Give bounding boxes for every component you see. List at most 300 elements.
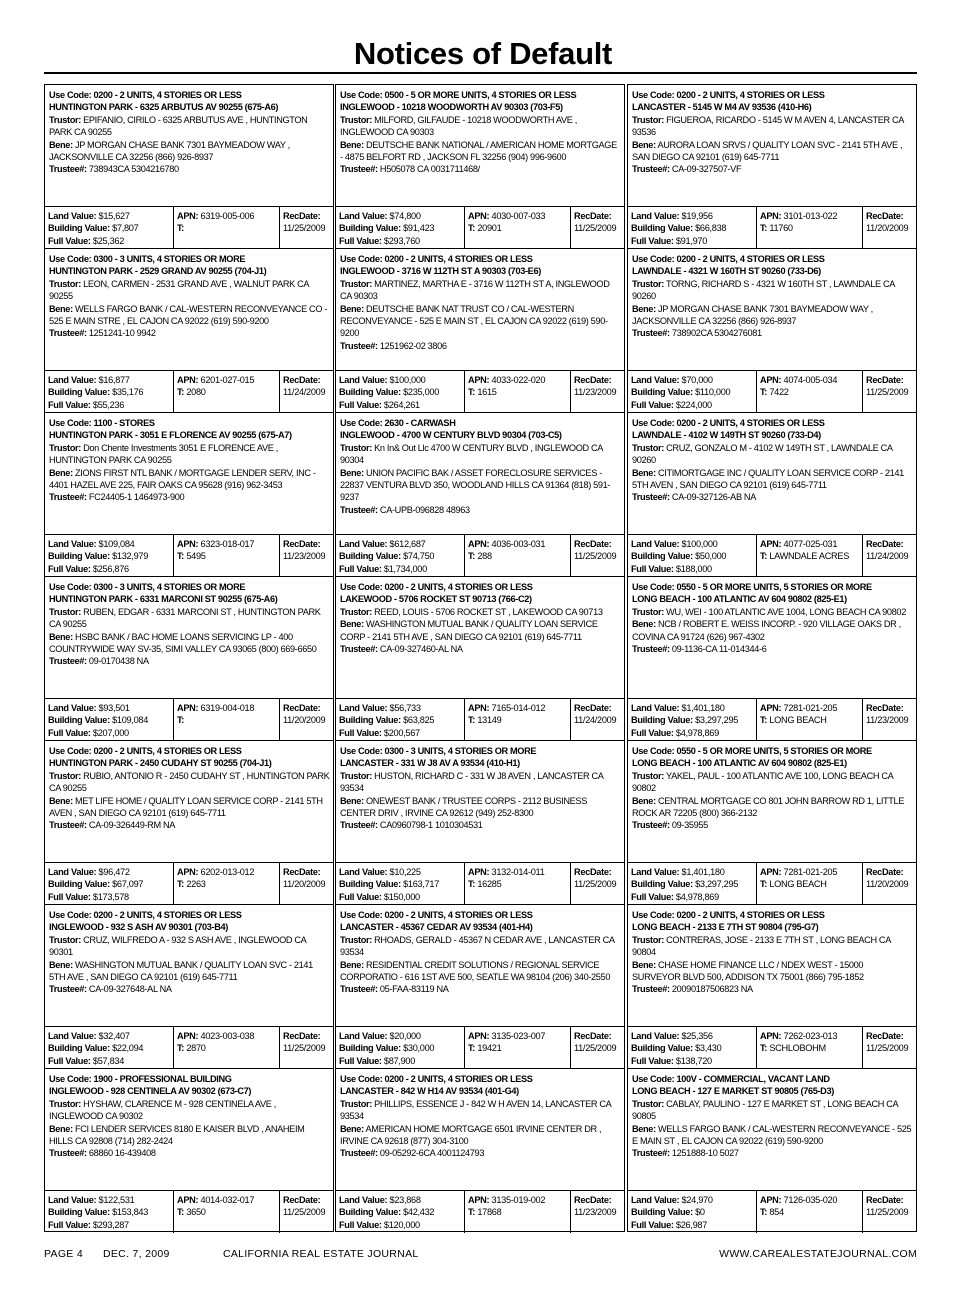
value-cell (336, 1027, 464, 1068)
tract (760, 1206, 862, 1218)
beneficiary-value: CENTRAL MORTGAGE CO 801 JOHN BARROW RD 1, LITTLE ROCK AR 72205 (800) 366-2132 (632, 795, 905, 819)
recdate-value: 11/25/2009 (574, 551, 617, 562)
trustee-number-label: Trustee#: (632, 644, 670, 655)
property-address: LANCASTER - 5145 W M4 AV 93536 (410-H6) (632, 102, 812, 113)
recdate-value: 11/25/2009 (866, 1207, 909, 1218)
beneficiary-label: Bene: (632, 139, 656, 150)
value-cell (628, 371, 756, 412)
notice-details (632, 1073, 913, 1160)
notice-entry (336, 249, 624, 413)
land-value (48, 210, 173, 222)
trustee-number (340, 340, 621, 352)
full-value-value: $4,978,869 (675, 891, 719, 902)
trustee-number (632, 163, 913, 175)
beneficiary-label: Bene: (340, 959, 364, 970)
trustor (49, 278, 330, 303)
apn-value: 7262-023-013 (783, 1031, 838, 1041)
building-value-label: Building Value: (48, 879, 110, 890)
full-value-value: $120,000 (383, 1219, 420, 1230)
beneficiary-value: AURORA LOAN SRVS / QUALITY LOAN SVC - 2141 5TH AVE , SAN DIEGO CA 92101 (619) 645-7711 (632, 139, 903, 163)
full-value (339, 891, 464, 903)
value-cell (45, 371, 173, 412)
apn-cell (464, 1027, 570, 1068)
trustor-label: Trustor: (49, 770, 81, 781)
building-value-value: $163,717 (403, 879, 440, 890)
value-cell (336, 535, 464, 576)
footer-date: DEC. 7, 2009 (103, 1248, 170, 1260)
trustor (49, 114, 330, 139)
apn (177, 1194, 279, 1206)
beneficiary (49, 795, 330, 820)
full-value-label: Full Value: (339, 1219, 382, 1230)
use-code: Use Code: 0200 - 2 UNITS, 4 STORIES OR LESS (49, 910, 242, 920)
trustee-number-value: CA-09-327648-AL NA (88, 984, 172, 995)
tract-label: T: (177, 1043, 185, 1054)
trustor-label: Trustor: (632, 934, 664, 945)
building-value-value: $7,807 (112, 223, 139, 234)
tract-label: T: (177, 223, 185, 234)
valuation-row (628, 370, 916, 413)
trustor-label: Trustor: (632, 442, 664, 453)
trustee-number (340, 819, 621, 831)
building-value (339, 1206, 464, 1218)
recdate-label: RecDate: (574, 1031, 612, 1041)
recdate-cell (862, 863, 916, 904)
recdate-label: RecDate: (283, 867, 321, 877)
land-value (339, 866, 464, 878)
apn-label: APN: (760, 703, 782, 713)
land-value (48, 1030, 173, 1042)
full-value (339, 1219, 464, 1231)
building-value-value: $67,097 (112, 879, 144, 890)
apn-label: APN: (760, 539, 782, 549)
tract-label: T: (468, 1043, 476, 1054)
tract-label: T: (760, 223, 768, 234)
apn-value: 6323-018-017 (200, 539, 255, 549)
trustee-number-value: 05-FAA-83119 NA (379, 984, 449, 995)
apn-label: APN: (468, 1031, 490, 1041)
full-value (631, 399, 756, 411)
land-value (339, 210, 464, 222)
tract-label: T: (177, 1207, 185, 1218)
apn (177, 374, 279, 386)
land-value-label: Land Value: (339, 867, 388, 877)
apn-label: APN: (177, 375, 199, 385)
notice-entry (336, 905, 624, 1069)
tract (177, 222, 279, 234)
land-value-value: $100,000 (389, 375, 426, 385)
trustee-number-value: 09-1136-CA 11-014344-6 (671, 644, 767, 655)
beneficiary (49, 139, 330, 164)
recdate-value: 11/24/2009 (866, 551, 909, 562)
building-value (339, 222, 464, 234)
recdate-label: RecDate: (283, 375, 321, 385)
beneficiary (49, 467, 330, 492)
notice-details (632, 745, 913, 832)
trustee-number (340, 643, 621, 655)
trustor-label: Trustor: (632, 770, 664, 781)
tract (177, 878, 279, 890)
building-value-label: Building Value: (631, 551, 693, 562)
recdate-value: 11/25/2009 (283, 1207, 326, 1218)
land-value-value: $1,401,180 (681, 867, 725, 877)
valuation-row (336, 1026, 624, 1069)
valuation-row (45, 862, 333, 905)
trustor (632, 442, 913, 467)
trustee-number-label: Trustee#: (49, 984, 87, 995)
building-value-value: $63,825 (403, 715, 435, 726)
beneficiary-label: Bene: (632, 795, 656, 806)
property-address: INGLEWOOD - 3716 W 112TH ST A 90303 (703-E6) (340, 266, 541, 277)
full-value-value: $91,970 (675, 235, 708, 246)
tract-value: 2870 (186, 1043, 206, 1054)
trustee-number (632, 983, 913, 995)
apn-label: APN: (468, 1195, 490, 1205)
apn-cell (173, 207, 279, 248)
beneficiary (340, 795, 621, 820)
beneficiary (340, 303, 621, 340)
notice-entry (45, 1069, 333, 1233)
beneficiary-value: UNION PACIFIC BAK / ASSET FORECLOSURE SERVICES - 22837 VENTURA BLVD 350, WOODLAND HILLS CA 91364 (818) 591-9237 (340, 467, 611, 503)
value-cell (336, 699, 464, 740)
building-value-value: $3,297,295 (695, 879, 739, 890)
trustee-number-label: Trustee#: (632, 492, 670, 503)
full-value (631, 891, 756, 903)
trustor-value: YAKEL, PAUL - 100 ATLANTIC AVE 100, LONG BEACH CA 90802 (632, 770, 893, 794)
apn-value: 3132-014-011 (491, 867, 545, 877)
beneficiary (632, 467, 913, 492)
tract-value: 288 (477, 551, 492, 562)
notice-entry (45, 905, 333, 1069)
full-value-value: $25,362 (92, 235, 125, 246)
land-value-label: Land Value: (48, 211, 97, 221)
apn-cell (464, 371, 570, 412)
apn (760, 1194, 862, 1206)
recdate-cell (279, 699, 333, 740)
value-cell (336, 863, 464, 904)
property-address: HUNTINGTON PARK - 2450 CUDAHY ST 90255 (704-J1) (49, 758, 272, 769)
trustee-number-label: Trustee#: (49, 656, 87, 667)
tract-value: 3650 (186, 1207, 206, 1218)
use-code: Use Code: 0550 - 5 OR MORE UNITS, 5 STORIES OR MORE (632, 746, 872, 756)
building-value-value: $30,000 (403, 1043, 435, 1054)
full-value-label: Full Value: (48, 399, 91, 410)
recdate-cell (862, 1027, 916, 1068)
beneficiary-value: ONEWEST BANK / TRUSTEE CORPS - 2112 BUSINESS CENTER DRIV , IRVINE CA 92612 (949) 252-8300 (340, 795, 587, 819)
tract-label: T: (760, 1043, 768, 1054)
apn-cell (173, 371, 279, 412)
full-value-value: $264,261 (383, 399, 420, 410)
value-cell (628, 207, 756, 248)
trustor-label: Trustor: (49, 606, 81, 617)
land-value-value: $19,956 (681, 211, 713, 221)
building-value-value: $0 (695, 1207, 705, 1218)
building-value-value: $235,000 (403, 387, 440, 398)
value-cell (45, 863, 173, 904)
apn-value: 6201-027-015 (200, 375, 255, 385)
beneficiary (49, 631, 330, 656)
building-value-label: Building Value: (48, 551, 110, 562)
land-value (631, 210, 756, 222)
apn-value: 4077-025-031 (783, 539, 838, 549)
property-address: LANCASTER - 331 W J8 AV A 93534 (410-H1) (340, 758, 520, 769)
apn-value: 3135-023-007 (491, 1031, 546, 1041)
use-code: Use Code: 0200 - 2 UNITS, 4 STORIES OR LESS (340, 254, 533, 264)
trustor-label: Trustor: (632, 114, 664, 125)
land-value-label: Land Value: (48, 867, 97, 877)
building-value (339, 878, 464, 890)
land-value-value: $74,800 (389, 211, 421, 221)
apn-label: APN: (760, 375, 782, 385)
use-code: Use Code: 0200 - 2 UNITS, 4 STORIES OR LESS (49, 746, 242, 756)
value-cell (628, 535, 756, 576)
recdate-value: 11/24/2009 (574, 715, 617, 726)
building-value-label: Building Value: (48, 1207, 110, 1218)
valuation-row (45, 1190, 333, 1233)
land-value-value: $25,356 (681, 1031, 713, 1041)
trustee-number (49, 1147, 330, 1159)
trustee-number (49, 491, 330, 503)
trustor-value: RUBEN, EDGAR - 6331 MARCONI ST , HUNTINGTON PARK CA 90255 (49, 606, 321, 630)
land-value (48, 374, 173, 386)
notice-entry (45, 85, 333, 249)
apn (760, 866, 862, 878)
apn-cell (756, 1191, 862, 1233)
full-value-label: Full Value: (631, 399, 674, 410)
apn (177, 210, 279, 222)
trustee-number-label: Trustee#: (49, 1148, 87, 1159)
trustor-label: Trustor: (632, 606, 664, 617)
apn-cell (173, 699, 279, 740)
recdate-cell (279, 1191, 333, 1233)
recdate-value: 11/23/2009 (574, 1207, 617, 1218)
beneficiary-label: Bene: (340, 139, 364, 150)
use-code: Use Code: 100V - COMMERCIAL, VACANT LAND (632, 1074, 830, 1084)
valuation-row (336, 370, 624, 413)
valuation-row (336, 862, 624, 905)
full-value-value: $57,834 (92, 1055, 125, 1066)
beneficiary-value: WELLS FARGO BANK / CAL-WESTERN RECONVEYANCE - 525 E MAIN ST , EL CAJON CA 92022 (619) 590-9200 (632, 1123, 912, 1147)
land-value (339, 1194, 464, 1206)
land-value-value: $109,084 (98, 539, 135, 549)
page-footer (44, 1248, 917, 1262)
apn-cell (464, 1191, 570, 1233)
tract (177, 1042, 279, 1054)
trustor-label: Trustor: (340, 934, 372, 945)
trustee-number (340, 163, 621, 175)
full-value (631, 1055, 756, 1067)
notice-entry (45, 413, 333, 577)
trustee-number-label: Trustee#: (340, 164, 378, 175)
building-value-label: Building Value: (631, 715, 693, 726)
apn-value: 7281-021-205 (783, 867, 838, 877)
trustee-number (49, 983, 330, 995)
use-code: Use Code: 0300 - 3 UNITS, 4 STORIES OR MORE (49, 254, 246, 264)
land-value-label: Land Value: (339, 1195, 388, 1205)
trustee-number (632, 819, 913, 831)
full-value-label: Full Value: (48, 235, 91, 246)
trustor-value: Kn In& Out Llc 4700 W CENTURY BLVD , INGLEWOOD CA 90304 (340, 442, 603, 466)
apn-label: APN: (177, 703, 199, 713)
tract-label: T: (760, 1207, 768, 1218)
use-code: Use Code: 0300 - 3 UNITS, 4 STORIES OR MORE (340, 746, 537, 756)
tract (177, 714, 279, 726)
apn-label: APN: (760, 211, 782, 221)
notice-entry (628, 905, 916, 1069)
valuation-row (45, 1026, 333, 1069)
apn-value: 6202-013-012 (200, 867, 255, 877)
valuation-row (45, 534, 333, 577)
building-value (631, 222, 756, 234)
tract (760, 222, 862, 234)
property-address: HUNTINGTON PARK - 3051 E FLORENCE AV 90255 (675-A7) (49, 430, 292, 441)
land-value-label: Land Value: (48, 703, 97, 713)
full-value-label: Full Value: (339, 727, 382, 738)
building-value (48, 386, 173, 398)
full-value-label: Full Value: (631, 1055, 674, 1066)
trustee-number-label: Trustee#: (632, 1148, 670, 1159)
trustee-number-value: 68860 16-439408 (88, 1148, 156, 1159)
land-value (48, 1194, 173, 1206)
full-value-label: Full Value: (48, 563, 91, 574)
recdate-label: RecDate: (866, 539, 904, 549)
tract (760, 550, 862, 562)
tract-value: 13149 (477, 715, 502, 726)
notice-details (340, 417, 621, 516)
beneficiary-value: DEUTSCHE BANK NATIONAL / AMERICAN HOME MORTGAGE - 4875 BELFORT RD , JACKSON FL 32256 (904) 996-9600 (340, 139, 617, 163)
trustee-number-value: 09-35955 (671, 820, 708, 831)
trustor-value: PHILLIPS, ESSENCE J - 842 W H AVEN 14, LANCASTER CA 93534 (340, 1098, 611, 1122)
trustor-value: TORNG, RICHARD S - 4321 W 160TH ST , LAWNDALE CA 90260 (632, 278, 895, 302)
apn-cell (756, 699, 862, 740)
land-value-value: $56,733 (389, 703, 421, 713)
land-value-label: Land Value: (339, 703, 388, 713)
trustee-number-value: 738902CA 5304276081 (671, 328, 762, 339)
notice-entry (336, 413, 624, 577)
recdate-cell (279, 207, 333, 248)
building-value-label: Building Value: (48, 715, 110, 726)
beneficiary-value: RESIDENTIAL CREDIT SOLUTIONS / REGIONAL SERVICE CORPORATIO - 616 1ST AVE 500, SEATLE WA 98104 (206) 340-2550 (340, 959, 611, 983)
property-address: LONG BEACH - 2133 E 7TH ST 90804 (795-G7) (632, 922, 819, 933)
tract-value: LONG BEACH (769, 715, 827, 726)
property-address: INGLEWOOD - 928 CENTINELA AV 90302 (673-C7) (49, 1086, 252, 1097)
building-value (631, 878, 756, 890)
tract-label: T: (177, 387, 185, 398)
trustor-value: MILFORD, GILFAUDE - 10218 WOODWORTH AVE , INGLEWOOD CA 90303 (340, 114, 577, 138)
trustee-number-label: Trustee#: (49, 328, 87, 339)
apn (468, 1194, 570, 1206)
apn-value: 7281-021-205 (783, 703, 838, 713)
building-value-label: Building Value: (339, 879, 401, 890)
beneficiary (632, 303, 913, 328)
full-value (631, 727, 756, 739)
full-value-value: $207,000 (92, 727, 129, 738)
building-value (631, 1206, 756, 1218)
use-code: Use Code: 1900 - PROFESSIONAL BUILDING (49, 1074, 232, 1084)
building-value-value: $50,000 (695, 551, 727, 562)
land-value-label: Land Value: (631, 539, 680, 549)
notice-entry (45, 577, 333, 741)
beneficiary-label: Bene: (340, 303, 364, 314)
use-code: Use Code: 0200 - 2 UNITS, 4 STORIES OR LESS (340, 582, 533, 592)
notice-entry (45, 741, 333, 905)
tract (468, 1206, 570, 1218)
property-address: LAWNDALE - 4102 W 149TH ST 90260 (733-D4) (632, 430, 821, 441)
land-value-value: $96,472 (98, 867, 130, 877)
recdate-label: RecDate: (283, 1031, 321, 1041)
recdate-label: RecDate: (866, 1031, 904, 1041)
recdate-value: 11/23/2009 (574, 387, 617, 398)
property-address: LONG BEACH - 127 E MARKET ST 90805 (765-D3) (632, 1086, 834, 1097)
full-value-value: $256,876 (92, 563, 129, 574)
property-address: HUNTINGTON PARK - 6331 MARCONI ST 90255 (675-A6) (49, 594, 278, 605)
use-code: Use Code: 0200 - 2 UNITS, 4 STORIES OR LESS (632, 254, 825, 264)
full-value-label: Full Value: (631, 891, 674, 902)
apn (468, 538, 570, 550)
trustee-number-value: 1251888-10 5027 (671, 1148, 739, 1159)
building-value (48, 714, 173, 726)
notice-column (44, 84, 334, 1232)
beneficiary-value: WASHINGTON MUTUAL BANK / QUALITY LOAN SVC - 2141 5TH AVE , SAN DIEGO CA 92101 (619) 645-7711 (49, 959, 313, 983)
apn-label: APN: (468, 703, 490, 713)
beneficiary-label: Bene: (632, 619, 656, 630)
beneficiary-value: CHASE HOME FINANCE LLC / NDEX WEST - 15000 SURVEYOR BLVD 500, ADDISON TX 75001 (866) 795-1852 (632, 959, 864, 983)
apn (468, 210, 570, 222)
beneficiary-label: Bene: (340, 619, 364, 630)
beneficiary (340, 467, 621, 504)
beneficiary-label: Bene: (49, 959, 73, 970)
recdate-value: 11/25/2009 (574, 223, 617, 234)
tract-value: 1615 (477, 387, 497, 398)
building-value (48, 1042, 173, 1054)
full-value-label: Full Value: (631, 727, 674, 738)
apn-value: 3135-019-002 (491, 1195, 546, 1205)
building-value-value: $3,430 (695, 1043, 722, 1054)
tract (468, 222, 570, 234)
trustee-number-value: CA-UPB-096828 48963 (379, 504, 470, 515)
apn-label: APN: (177, 211, 199, 221)
beneficiary (49, 959, 330, 984)
property-address: HUNTINGTON PARK - 2529 GRAND AV 90255 (704-J1) (49, 266, 267, 277)
apn-cell (464, 699, 570, 740)
land-value-label: Land Value: (48, 1195, 97, 1205)
building-value-value: $42,432 (403, 1207, 435, 1218)
apn-cell (756, 863, 862, 904)
apn-cell (173, 1191, 279, 1233)
trustee-number-value: CA-09-326449-RM NA (88, 820, 176, 831)
beneficiary-value: FCI LENDER SERVICES 8180 E KAISER BLVD , ANAHEIM HILLS CA 92808 (714) 282-2424 (49, 1123, 305, 1147)
building-value (339, 1042, 464, 1054)
valuation-row (336, 1190, 624, 1233)
beneficiary-value: WELLS FARGO BANK / CAL-WESTERN RECONVEYANCE CO - 525 E MAIN STRE , EL CAJON CA 92022 (619) 590-9200 (49, 303, 328, 327)
recdate-label: RecDate: (283, 211, 321, 221)
tract-label: T: (468, 551, 476, 562)
building-value-label: Building Value: (631, 1043, 693, 1054)
apn-value: 6319-005-006 (200, 211, 255, 221)
beneficiary-value: WASHINGTON MUTUAL BANK / QUALITY LOAN SERVICE CORP - 2141 5TH AVE , SAN DIEGO CA 92101 (619) 645-7711 (340, 619, 598, 642)
trustee-number-value: 09-0170438 NA (88, 656, 149, 667)
trustee-number-value: H505078 CA 0031711468/ (379, 164, 480, 175)
recdate-value: 11/25/2009 (574, 879, 617, 890)
apn-value: 4033-022-020 (491, 375, 546, 385)
apn-label: APN: (468, 867, 490, 877)
notice-details (49, 417, 330, 504)
full-value-label: Full Value: (631, 1219, 674, 1230)
notice-column (627, 84, 917, 1232)
recdate-value: 11/25/2009 (574, 1043, 617, 1054)
trustor-label: Trustor: (632, 1098, 664, 1109)
building-value (48, 222, 173, 234)
